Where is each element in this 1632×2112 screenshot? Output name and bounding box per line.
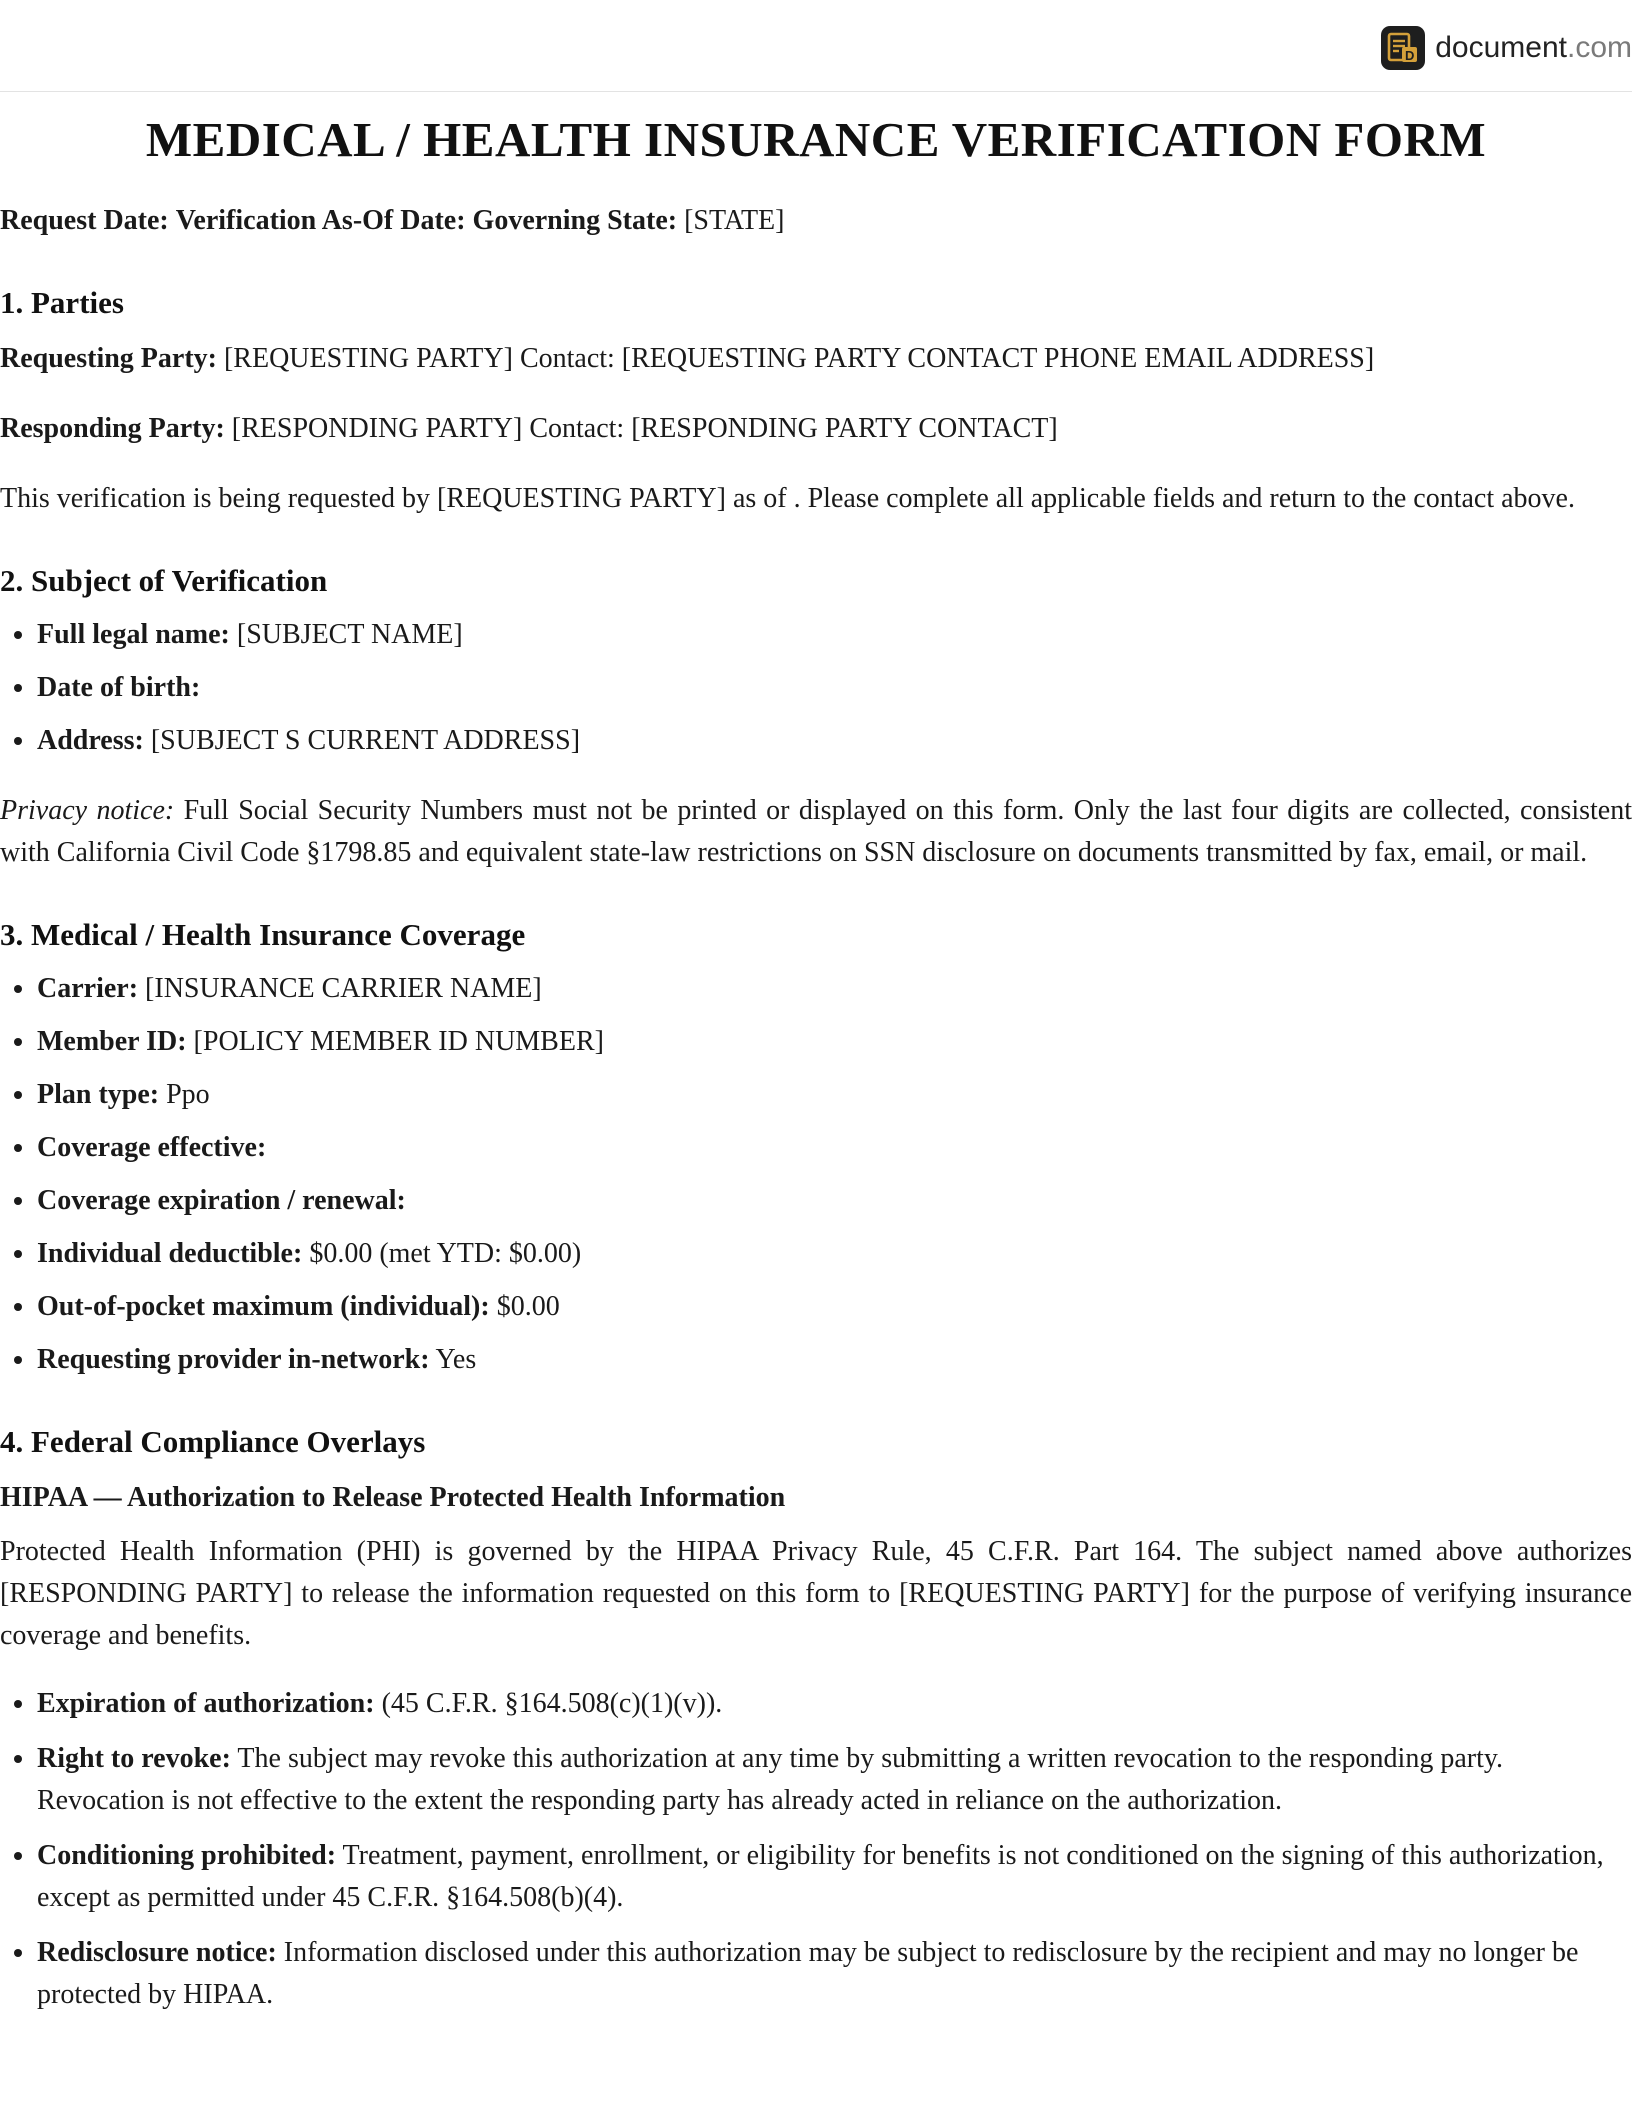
item-label: Plan type:: [37, 1079, 160, 1110]
as-of-date-label: Verification As-Of Date:: [175, 205, 466, 236]
section-heading-coverage: 3. Medical / Health Insurance Coverage: [0, 917, 526, 952]
item-value: Information disclosed under this authorization may be subject to redisclosure by the recipient and may no longer be protected by HIPAA.: [37, 1937, 1579, 2010]
item-label: Full legal name:: [37, 619, 230, 650]
item-label: Address:: [37, 725, 144, 756]
brand-name-tld: .com: [1566, 31, 1632, 64]
requesting-party-value: [REQUESTING PARTY] Contact: [REQUESTING PARTY CONTACT PHONE EMAIL ADDRESS]: [223, 343, 1375, 374]
section-heading-subject: 2. Subject of Verification: [0, 563, 328, 598]
list-item: [37, 1339, 1632, 1381]
document-body: [0, 92, 1632, 2016]
item-label: Out-of-pocket maximum (individual):: [37, 1291, 490, 1322]
brand[interactable]: [1381, 24, 1632, 72]
list-item: [37, 614, 1632, 656]
item-label: Redisclosure notice:: [37, 1937, 277, 1968]
list-item: [37, 1683, 1632, 1725]
requesting-party-line: [0, 338, 1632, 380]
section-heading-parties: 1. Parties: [0, 285, 124, 320]
item-value: $0.00: [496, 1291, 560, 1322]
requesting-party-label: Requesting Party:: [0, 343, 217, 374]
document-logo-icon: [1381, 26, 1425, 70]
parties-note: This verification is being requested by [REQUESTING PARTY] as of . Please complete all applicable fields and return to the contact above.: [0, 483, 1575, 514]
subject-list: [0, 614, 1632, 762]
item-value: [SUBJECT NAME]: [236, 619, 463, 650]
item-value: Treatment, payment, enrollment, or eligibility for benefits is not conditioned on the signing of this authorization, except as permitted under 45 C.F.R. §164.508(b)(4).: [37, 1840, 1604, 1913]
item-value: (45 C.F.R. §164.508(c)(1)(v)).: [381, 1688, 723, 1719]
responding-party-value: [RESPONDING PARTY] Contact: [RESPONDING PARTY CONTACT]: [231, 413, 1058, 444]
coverage-list: [0, 968, 1632, 1381]
list-item: [37, 1932, 1632, 2016]
list-item: [37, 1835, 1632, 1919]
item-label: Conditioning prohibited:: [37, 1840, 337, 1871]
page-title: MEDICAL / HEALTH INSURANCE VERIFICATION FORM: [145, 112, 1487, 167]
item-value: Yes: [435, 1344, 477, 1375]
section-heading-federal: 4. Federal Compliance Overlays: [0, 1424, 426, 1459]
meta-line: [0, 200, 1632, 242]
list-item: [37, 1021, 1632, 1063]
privacy-notice-label: Privacy notice:: [0, 795, 175, 826]
item-label: Coverage effective:: [37, 1132, 267, 1163]
item-label: Date of birth:: [37, 672, 201, 703]
svg-text:D: D: [1405, 48, 1415, 63]
privacy-notice-text: Full Social Security Numbers must not be printed or displayed on this form. Only the last four digits are collected, consistent with California Civil Code §1798.85 and equivalent state-law restrictions on SSN disclosure on documents transmitted by fax, email, or mail.: [0, 795, 1632, 868]
list-item: [37, 1286, 1632, 1328]
list-item: [37, 720, 1632, 762]
responding-party-label: Responding Party:: [0, 413, 225, 444]
list-item: [37, 968, 1632, 1010]
responding-party-line: [0, 408, 1632, 450]
list-item: [37, 1738, 1632, 1822]
hipaa-heading: HIPAA — Authorization to Release Protected Health Information: [0, 1482, 786, 1513]
item-value: Ppo: [166, 1079, 210, 1110]
list-item: [37, 1180, 1632, 1222]
list-item: [37, 667, 1632, 709]
item-label: Carrier:: [37, 973, 139, 1004]
item-value: [SUBJECT S CURRENT ADDRESS]: [150, 725, 581, 756]
item-value: The subject may revoke this authorization at any time by submitting a written revocation to the responding party. Revocation is not effective to the extent the responding party has already acted in reliance on the authorization.: [37, 1743, 1504, 1816]
hipaa-list: [0, 1683, 1632, 2016]
item-label: Expiration of authorization:: [37, 1688, 375, 1719]
list-item: [37, 1127, 1632, 1169]
item-label: Right to revoke:: [37, 1743, 231, 1774]
item-label: Individual deductible:: [37, 1238, 303, 1269]
brand-name: [1435, 31, 1632, 65]
privacy-notice: [0, 790, 1632, 874]
item-value: $0.00 (met YTD: $0.00): [309, 1238, 582, 1269]
item-value: [INSURANCE CARRIER NAME]: [145, 973, 542, 1004]
list-item: [37, 1074, 1632, 1116]
list-item: [37, 1233, 1632, 1275]
brand-name-main: document: [1435, 31, 1567, 64]
item-label: Member ID:: [37, 1026, 187, 1057]
item-value: [POLICY MEMBER ID NUMBER]: [193, 1026, 604, 1057]
request-date-label: Request Date:: [0, 205, 169, 236]
hipaa-text: Protected Health Information (PHI) is governed by the HIPAA Privacy Rule, 45 C.F.R. Part 164. The subject named above authorizes [RESPONDING PARTY] to release the information requested on this form to [REQUESTING PARTY] for the purpose of verifying insurance coverage and benefits.: [0, 1536, 1632, 1651]
item-label: Requesting provider in-network:: [37, 1344, 430, 1375]
governing-state-label: Governing State:: [472, 205, 678, 236]
item-label: Coverage expiration / renewal:: [37, 1185, 406, 1216]
top-bar: [0, 0, 1632, 92]
governing-state-value: [STATE]: [684, 205, 785, 236]
